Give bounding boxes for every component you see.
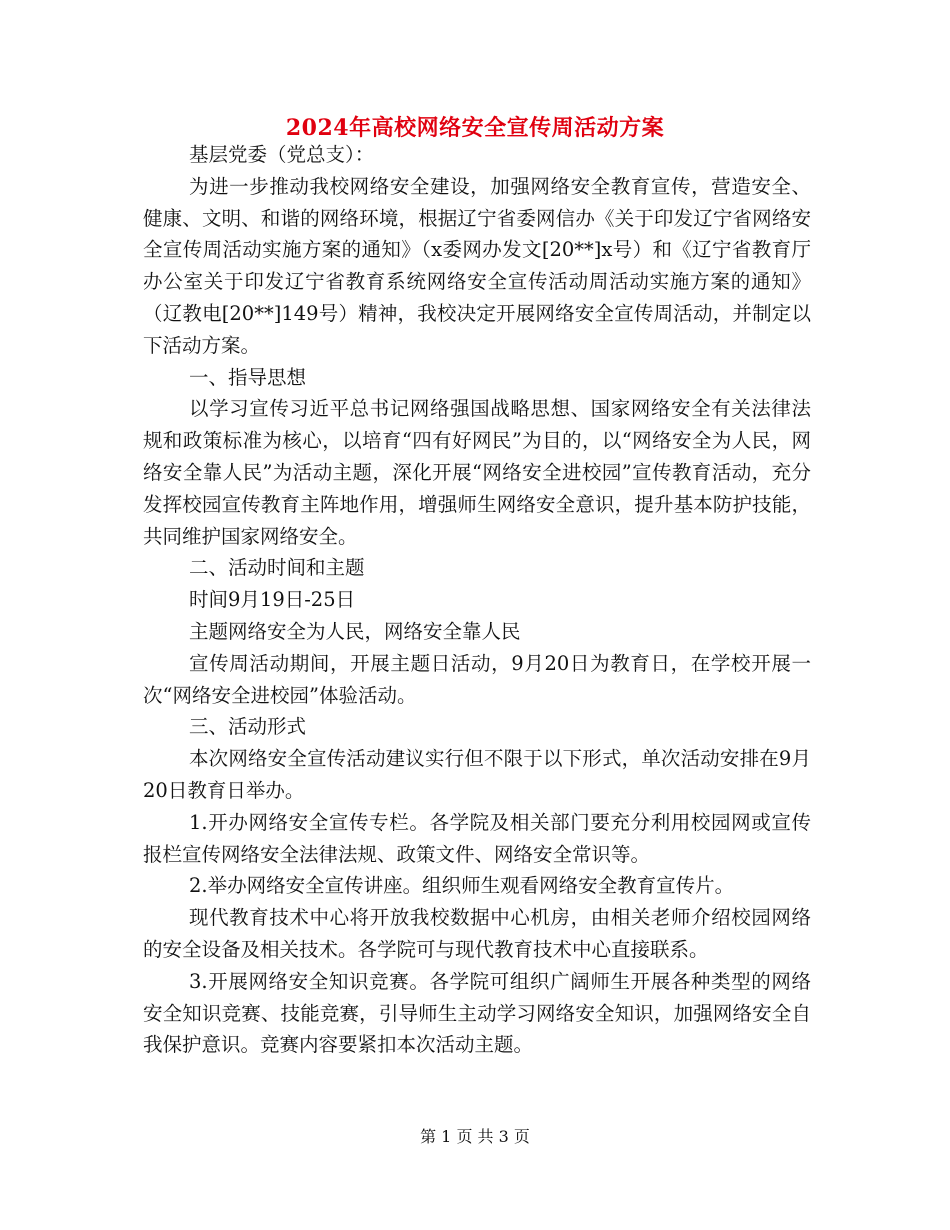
activity-time-line: 时间9月19日-25日 <box>189 588 356 612</box>
page-footer: 第 1 页 共 3 页 <box>420 1127 530 1146</box>
activity-forms-intro-paragraph: 本次网络安全宣传活动建议实行但不限于以下形式，单次活动安排在9月20日教育日举办。 <box>143 747 811 802</box>
document-title: 2024年高校网络安全宣传周活动方案 <box>285 115 665 141</box>
list-item-lecture: 2.举办网络安全宣传讲座。组织师生观看网络安全教育宣传片。 <box>189 874 735 898</box>
section-heading-time-theme: 二、活动时间和主题 <box>189 556 365 580</box>
document-body <box>143 139 811 1061</box>
salutation-paragraph: 基层党委（党总支）： <box>189 143 375 166</box>
theme-day-paragraph: 宣传周活动期间，开展主题日活动，9月20日为教育日，在学校开展一次“网络安全进校园”体验活动。 <box>143 651 811 707</box>
section-heading-activity-forms: 三、活动形式 <box>189 715 307 739</box>
list-item-column: 1.开办网络安全宣传专栏。各学院及相关部门要充分利用校园网或宣传报栏宣传网络安全法律法规、政策文件、网络安全常识等。 <box>143 810 811 866</box>
activity-theme-line: 主题网络安全为人民，网络安全靠人民 <box>189 619 521 643</box>
data-center-paragraph: 现代教育技术中心将开放我校数据中心机房，由相关老师介绍校园网络的安全设备及相关技术。各学院可与现代教育技术中心直接联系。 <box>143 906 811 961</box>
list-item-contest: 3.开展网络安全知识竞赛。各学院可组织广阔师生开展各种类型的网络安全知识竞赛、技能竞赛，引导师生主动学习网络安全知识，加强网络安全自我保护意识。竞赛内容要紧扣本次活动主题。 <box>143 969 811 1057</box>
guiding-ideology-paragraph: 以学习宣传习近平总书记网络强国战略思想、国家网络安全有关法律法规和政策标准为核心，以培育“四有好网民”为目的，以“网络安全为人民，网络安全靠人民”为活动主题，深化开展“网络安全进校园”宣传教育活动，充分发挥校园宣传教育主阵地作用，增强师生网络安全意识，提升基本防护技能，共同维护国家网络安全。 <box>143 397 811 548</box>
section-heading-guiding-ideology: 一、指导思想 <box>189 365 307 389</box>
intro-paragraph: 为进一步推动我校网络安全建设，加强网络安全教育宣传，营造安全、健康、文明、和谐的网络环境，根据辽宁省委网信办《关于印发辽宁省网络安全宣传周活动实施方案的通知》（x委网办发文[20**]x号）和《辽宁省教育厅办公室关于印发辽宁省教育系统网络安全宣传活动周活动实施方案的通知》（辽教电[20**]149号）精神，我校决定开展网络安全宣传周活动，并制定以下活动方案。 <box>143 174 811 357</box>
